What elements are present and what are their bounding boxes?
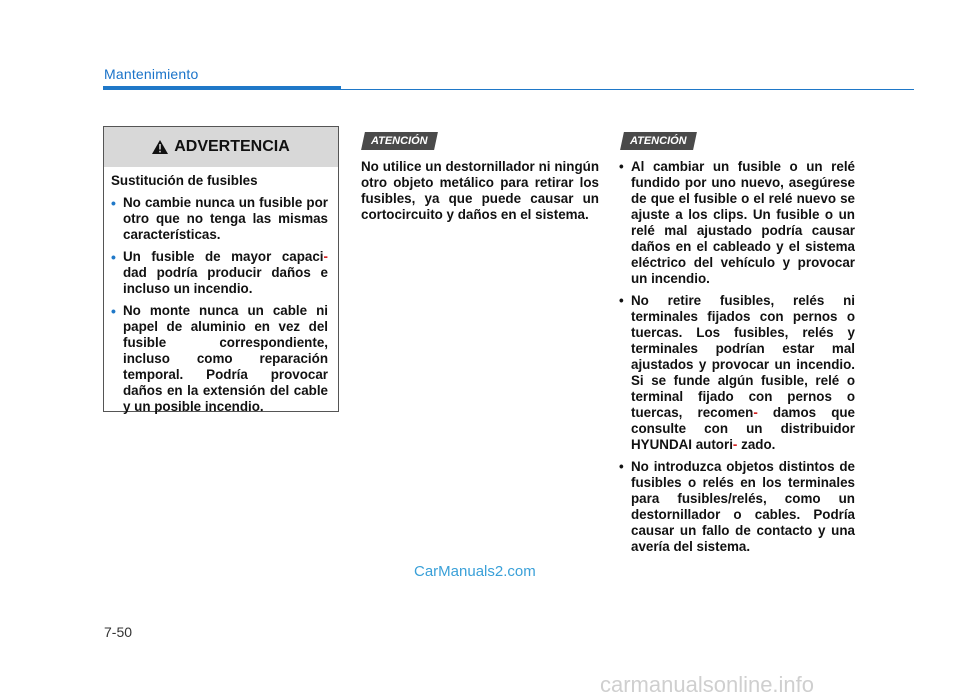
watermark-link[interactable]: CarManuals2.com xyxy=(414,563,536,580)
page-number: 7-50 xyxy=(104,624,133,640)
footer-watermark: carmanualsonline.info xyxy=(600,672,815,697)
warning-item: • No monte nunca un cable ni papel de aluminio en vez del fusible correspondiente, incluso como reparación temporal. Podría provocar daños en la extensión del cable y un posible incendio. xyxy=(111,303,328,414)
notice-text: No utilice un destornillador ni ningún otro objeto metálico para retirar los fusibles, ya que puede causar un cortocircuito y daños en el sistema. xyxy=(361,159,599,222)
warning-header xyxy=(104,127,338,167)
bullet-icon: • xyxy=(111,249,116,265)
notice-badge: ATENCIÓN xyxy=(620,132,696,150)
bullet-icon: • xyxy=(111,195,116,211)
warning-item: • Un fusible de mayor capaci- dad podría producir daños e incluso un incendio. xyxy=(111,249,328,296)
warning-body xyxy=(104,167,338,415)
notice-list-container xyxy=(619,159,855,561)
warning-subtitle: Sustitución de fusibles xyxy=(111,173,258,188)
warning-heading: ADVERTENCIA xyxy=(174,138,290,155)
header-rule-thin xyxy=(341,89,914,90)
notice-list xyxy=(619,159,855,555)
section-title: Mantenimiento xyxy=(104,66,199,82)
warning-item: • No cambie nunca un fusible por otro que no tenga las mismas características. xyxy=(111,195,328,242)
notice-badge: ATENCIÓN xyxy=(361,132,437,150)
warning-list xyxy=(111,195,328,415)
notice-item: • Al cambiar un fusible o un relé fundido por uno nuevo, asegúrese de que el fusible o el relé nuevo se ajuste a los clips. Un fusible o un relé mal ajustado podría causar daños en el cableado y el sistema eléctrico del vehículo y provocar un incendio. xyxy=(619,159,855,286)
bullet-icon: • xyxy=(619,159,624,174)
notice-item: • No introduzca objetos distintos de fusibles o relés en los terminales para fusibles/relés, como un destornillador o cables. Podría causar un fallo de contacto y una avería del sistema. xyxy=(619,459,855,554)
warning-box xyxy=(103,126,339,412)
header-rule-thick xyxy=(103,86,341,90)
bullet-icon: • xyxy=(619,293,624,308)
notice-item: • No retire fusibles, relés ni terminales fijados con pernos o tuercas. Los fusibles, relés y terminales podrían estar mal ajustados y provocar un incendio. Si se funde algún fusible, relé o terminal fijado con pernos o tuercas, recomen- damos que consulte con un distribuidor HYUNDAI autori- zado. xyxy=(619,293,855,452)
bullet-icon: • xyxy=(619,459,624,474)
bullet-icon: • xyxy=(111,303,116,319)
warning-triangle-icon xyxy=(152,140,168,154)
